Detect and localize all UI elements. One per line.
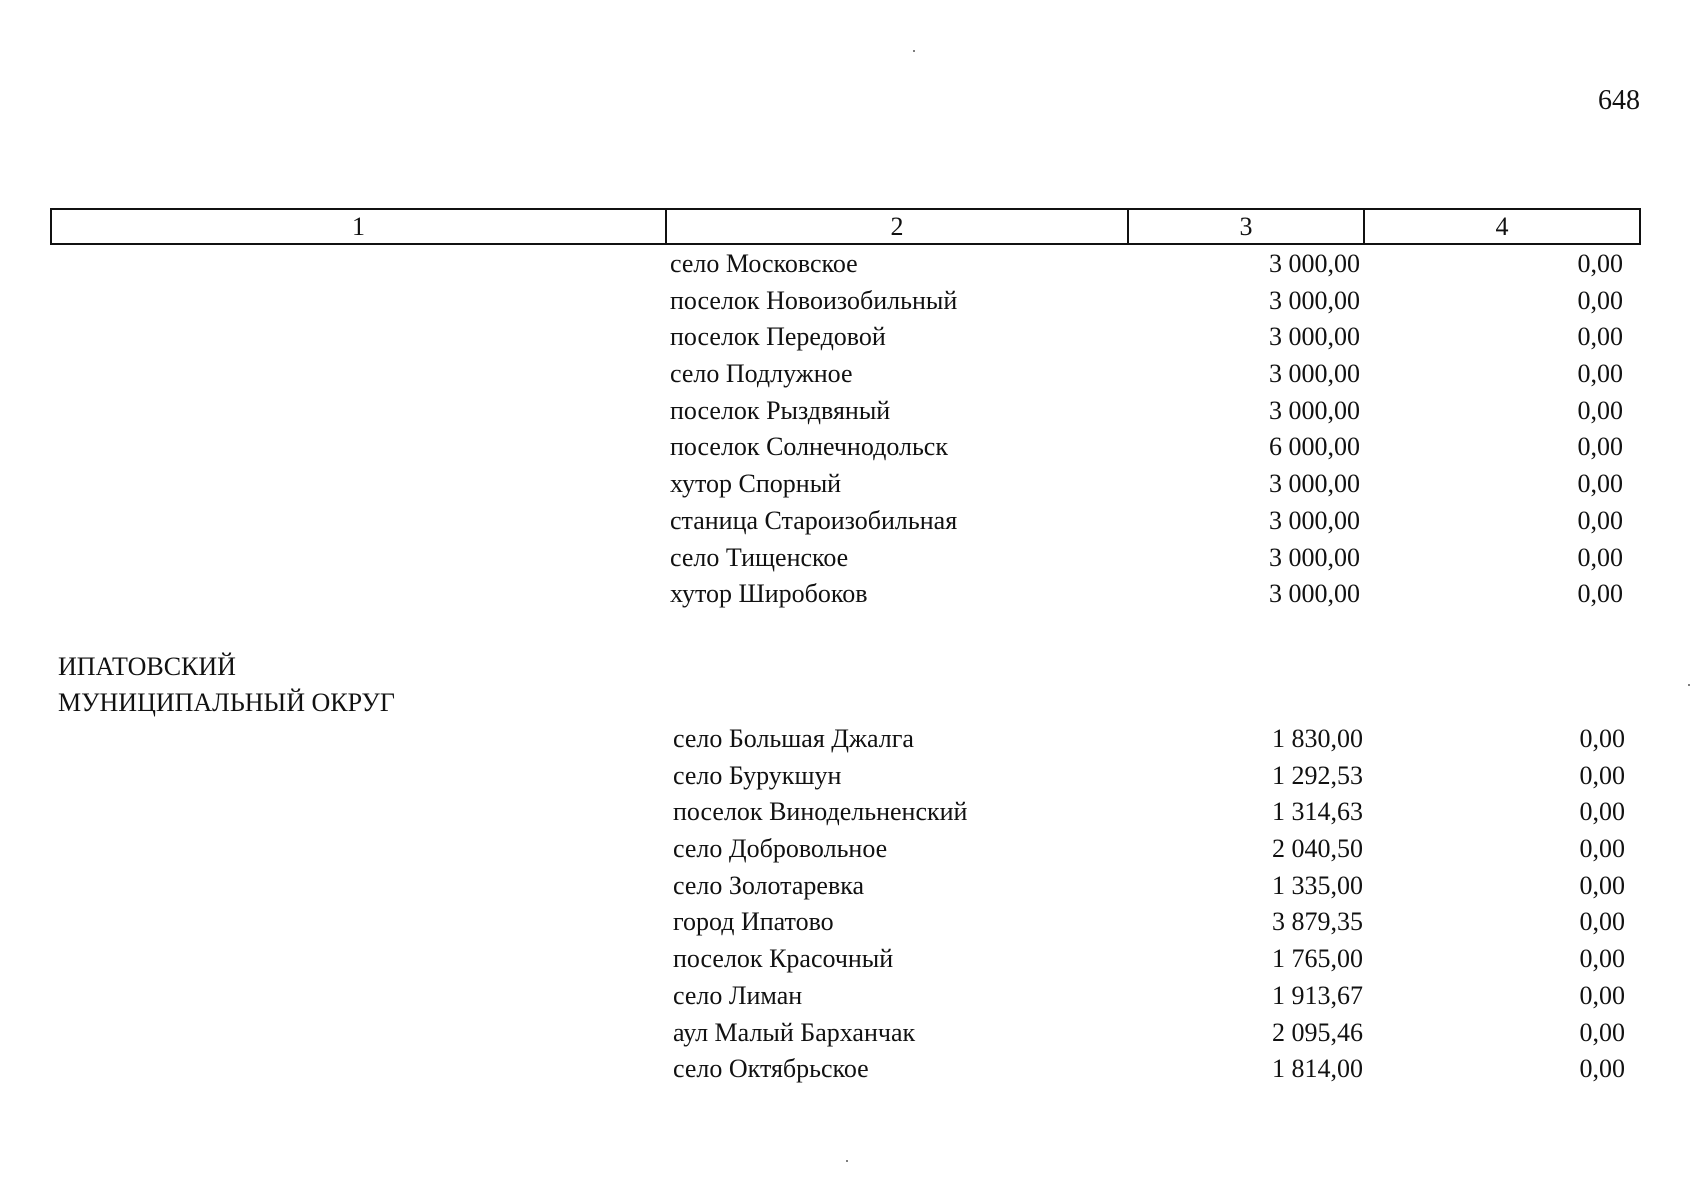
scan-speck bbox=[1688, 684, 1690, 686]
value-col-3: 3 000,00 bbox=[1269, 505, 1360, 535]
value-col-3: 3 000,00 bbox=[1269, 359, 1360, 389]
value-col-3: 1 814,00 bbox=[1272, 1054, 1363, 1084]
value-col-3: 3 000,00 bbox=[1269, 322, 1360, 352]
value-col-3: 1 314,63 bbox=[1272, 797, 1363, 827]
scan-speck bbox=[846, 1160, 848, 1162]
value-col-4: 0,00 bbox=[1577, 432, 1623, 462]
settlement-name: село Московское bbox=[670, 249, 858, 278]
table-row bbox=[0, 429, 1693, 466]
value-col-4: 0,00 bbox=[1577, 469, 1623, 499]
settlement-name: поселок Солнечнодольск bbox=[670, 432, 948, 462]
value-col-3: 3 000,00 bbox=[1269, 249, 1360, 278]
value-col-3: 1 913,67 bbox=[1272, 980, 1363, 1010]
settlement-name: село Большая Джалга bbox=[673, 724, 914, 753]
section-a-rows bbox=[0, 246, 1693, 613]
value-col-4: 0,00 bbox=[1579, 797, 1625, 827]
settlement-name: хутор Широбоков bbox=[670, 579, 868, 609]
settlement-name: поселок Винодельненский bbox=[673, 797, 968, 827]
table-header-row bbox=[50, 208, 1641, 245]
header-col-4: 4 bbox=[1495, 212, 1509, 241]
scan-speck bbox=[913, 50, 915, 52]
settlement-name: поселок Красочный bbox=[673, 944, 894, 974]
value-col-3: 1 830,00 bbox=[1272, 724, 1363, 753]
table-row bbox=[0, 904, 1693, 941]
value-col-4: 0,00 bbox=[1579, 870, 1625, 900]
table-row bbox=[0, 721, 1693, 758]
value-col-4: 0,00 bbox=[1577, 359, 1623, 389]
value-col-3: 3 000,00 bbox=[1269, 285, 1360, 315]
settlement-name: село Подлужное bbox=[670, 359, 853, 389]
value-col-4: 0,00 bbox=[1577, 322, 1623, 352]
value-col-4: 0,00 bbox=[1579, 1017, 1625, 1047]
table-row bbox=[0, 1015, 1693, 1052]
value-col-4: 0,00 bbox=[1577, 285, 1623, 315]
table-row bbox=[0, 466, 1693, 503]
value-col-4: 0,00 bbox=[1579, 1054, 1625, 1084]
value-col-3: 1 765,00 bbox=[1272, 944, 1363, 974]
value-col-4: 0,00 bbox=[1579, 907, 1625, 937]
value-col-3: 3 879,35 bbox=[1272, 907, 1363, 937]
settlement-name: село Золотаревка bbox=[673, 870, 865, 900]
table-row bbox=[0, 319, 1693, 356]
settlement-name: село Бурукшун bbox=[673, 760, 842, 790]
table-row bbox=[0, 393, 1693, 430]
district-title-line-1: ИПАТОВСКИЙ bbox=[58, 652, 236, 681]
value-col-3: 2 040,50 bbox=[1272, 834, 1363, 864]
value-col-4: 0,00 bbox=[1579, 724, 1625, 753]
table-row bbox=[0, 283, 1693, 320]
settlement-name: станица Староизобильная bbox=[670, 505, 958, 535]
value-col-3: 3 000,00 bbox=[1269, 469, 1360, 499]
district-title bbox=[58, 649, 395, 721]
table-row bbox=[0, 794, 1693, 831]
value-col-4: 0,00 bbox=[1577, 249, 1623, 278]
value-col-3: 3 000,00 bbox=[1269, 542, 1360, 572]
header-col-1: 1 bbox=[52, 210, 667, 243]
value-col-3: 3 000,00 bbox=[1269, 579, 1360, 609]
table-row bbox=[0, 758, 1693, 795]
settlement-name: аул Малый Барханчак bbox=[673, 1017, 916, 1047]
settlement-name: село Тищенское bbox=[670, 542, 849, 572]
table-row bbox=[0, 831, 1693, 868]
value-col-4: 0,00 bbox=[1577, 395, 1623, 425]
settlement-name: село Добровольное bbox=[673, 834, 888, 864]
value-col-4: 0,00 bbox=[1579, 944, 1625, 974]
header-col-3: 3 bbox=[1129, 210, 1365, 243]
table-row bbox=[0, 978, 1693, 1015]
settlement-name: село Октябрьское bbox=[673, 1054, 869, 1084]
settlement-name: село Лиман bbox=[673, 980, 803, 1010]
page-number: 648 bbox=[1598, 85, 1640, 116]
settlement-name: город Ипатово bbox=[673, 907, 834, 937]
table-row bbox=[0, 503, 1693, 540]
table-row bbox=[0, 540, 1693, 577]
table-row bbox=[0, 941, 1693, 978]
value-col-3: 6 000,00 bbox=[1269, 432, 1360, 462]
table-row bbox=[0, 356, 1693, 393]
settlement-name: поселок Передовой bbox=[670, 322, 886, 352]
table-row bbox=[0, 246, 1693, 283]
settlement-name: хутор Спорный bbox=[670, 469, 842, 499]
settlement-name: поселок Рыздвяный bbox=[670, 395, 891, 425]
table-row bbox=[0, 868, 1693, 905]
value-col-4: 0,00 bbox=[1579, 760, 1625, 790]
value-col-4: 0,00 bbox=[1579, 980, 1625, 1010]
value-col-3: 3 000,00 bbox=[1269, 395, 1360, 425]
value-col-4: 0,00 bbox=[1577, 579, 1623, 609]
table-row bbox=[0, 576, 1693, 613]
settlement-name: поселок Новоизобильный bbox=[670, 285, 958, 315]
value-col-3: 2 095,46 bbox=[1272, 1017, 1363, 1047]
value-col-4: 0,00 bbox=[1577, 542, 1623, 572]
header-col-2: 2 bbox=[667, 210, 1129, 243]
value-col-4: 0,00 bbox=[1579, 834, 1625, 864]
value-col-3: 1 292,53 bbox=[1272, 760, 1363, 790]
value-col-4: 0,00 bbox=[1577, 505, 1623, 535]
section-b-rows bbox=[0, 721, 1693, 1088]
table-row bbox=[0, 1051, 1693, 1088]
value-col-3: 1 335,00 bbox=[1272, 870, 1363, 900]
district-title-line-2: МУНИЦИПАЛЬНЫЙ ОКРУГ bbox=[58, 688, 395, 717]
